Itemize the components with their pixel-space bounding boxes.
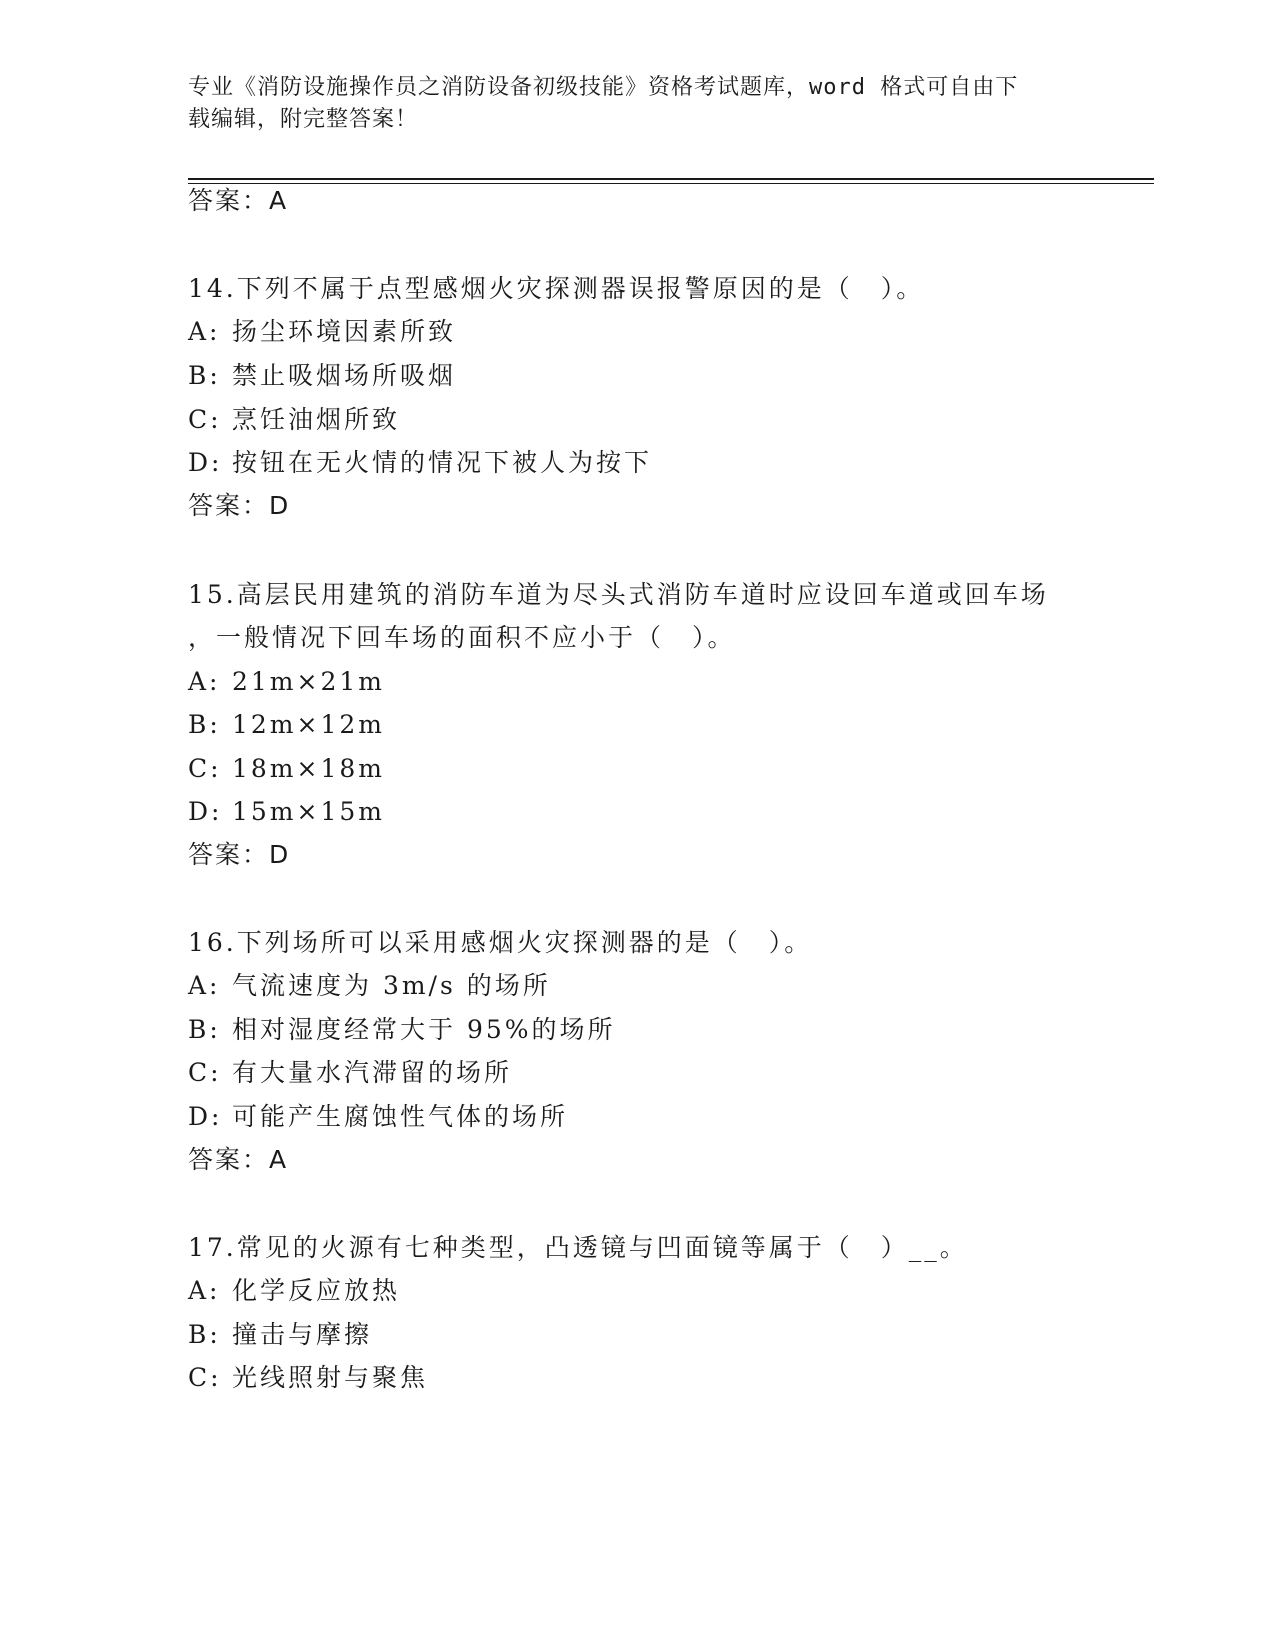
option-text: 18m×18m xyxy=(232,754,385,783)
question-stem: 15.高层民用建筑的消防车道为尽头式消防车道时应设回车道或回车场 xyxy=(188,580,1049,609)
option-text: 相对湿度经常大于 95%的场所 xyxy=(232,1015,616,1044)
option-key: B: xyxy=(188,1015,221,1044)
option-text: 撞击与摩擦 xyxy=(232,1320,373,1349)
option-text: 12m×12m xyxy=(232,710,385,739)
option-text: 化学反应放热 xyxy=(232,1276,401,1305)
option-a xyxy=(188,1276,400,1306)
option-c xyxy=(188,405,400,435)
header-line-2: 载编辑，附完整答案！ xyxy=(188,107,419,132)
question-stem: 16.下列场所可以采用感烟火灾探测器的是（ ）。 xyxy=(188,928,813,957)
option-b xyxy=(188,710,385,740)
header-divider-thin xyxy=(188,183,1154,184)
option-a xyxy=(188,317,456,347)
option-a xyxy=(188,971,551,1001)
answer: 答案：A xyxy=(188,1145,289,1174)
answer: 答案：D xyxy=(188,491,291,520)
option-text: 禁止吸烟场所吸烟 xyxy=(232,361,457,390)
option-c xyxy=(188,1058,512,1088)
option-b xyxy=(188,1015,616,1045)
option-text: 可能产生腐蚀性气体的场所 xyxy=(232,1102,569,1131)
option-d xyxy=(188,797,385,827)
option-key: D: xyxy=(188,797,223,826)
option-c xyxy=(188,1363,428,1393)
option-key: C: xyxy=(188,1363,222,1392)
option-key: A: xyxy=(188,971,221,1000)
question-stem-continued: ，一般情况下回车场的面积不应小于（ ）。 xyxy=(188,623,736,652)
option-key: B: xyxy=(188,710,221,739)
option-key: D: xyxy=(188,1102,223,1131)
option-key: C: xyxy=(188,405,222,434)
option-text: 气流速度为 3m/s 的场所 xyxy=(232,971,551,1000)
option-key: B: xyxy=(188,1320,221,1349)
option-c xyxy=(188,754,385,784)
option-b xyxy=(188,1320,372,1350)
option-b xyxy=(188,361,456,391)
option-key: D: xyxy=(188,448,223,477)
option-text: 15m×15m xyxy=(232,797,385,826)
document-header xyxy=(188,72,1088,136)
option-key: A: xyxy=(188,317,221,346)
option-key: A: xyxy=(188,667,221,696)
option-d xyxy=(188,1102,568,1132)
option-text: 光线照射与聚焦 xyxy=(232,1363,429,1392)
option-a xyxy=(188,667,385,697)
header-line-1: 专业《消防设施操作员之消防设备初级技能》资格考试题库，word 格式可自由下 xyxy=(188,75,1019,100)
question-stem: 14.下列不属于点型感烟火灾探测器误报警原因的是（ ）。 xyxy=(188,274,925,303)
option-text: 按钮在无火情的情况下被人为按下 xyxy=(232,448,653,477)
option-text: 扬尘环境因素所致 xyxy=(232,317,457,346)
question-stem: 17.常见的火源有七种类型，凸透镜与凹面镜等属于（ ）__。 xyxy=(188,1233,968,1262)
option-d xyxy=(188,448,652,478)
option-key: C: xyxy=(188,1058,222,1087)
option-key: A: xyxy=(188,1276,221,1305)
option-key: C: xyxy=(188,754,222,783)
option-key: B: xyxy=(188,361,221,390)
header-divider-thick xyxy=(188,178,1154,180)
option-text: 烹饪油烟所致 xyxy=(232,405,401,434)
answer: 答案：D xyxy=(188,840,291,869)
option-text: 21m×21m xyxy=(232,667,385,696)
answer-prev-question: 答案：A xyxy=(188,186,289,215)
option-text: 有大量水汽滞留的场所 xyxy=(232,1058,513,1087)
